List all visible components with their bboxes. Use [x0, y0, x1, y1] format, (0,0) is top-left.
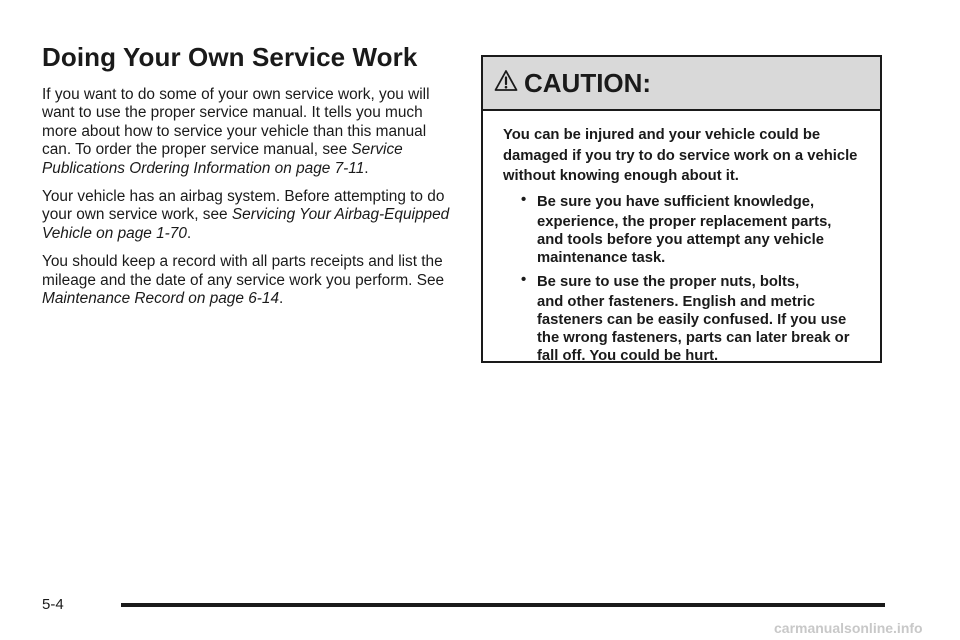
caution-header — [483, 57, 880, 111]
bullet-icon: • — [521, 271, 527, 288]
caution-body — [483, 111, 880, 365]
paragraph-text: If you want to do some of your own service work, you will want to use the proper service manual. It tells you much more about how to service your vehicle than this manual can. To order the proper service manual, see — [42, 86, 430, 159]
caution-intro: You can be injured and your vehicle could be damaged if you try to do service work on a vehicle without knowing enough about it. — [503, 127, 858, 184]
caution-bullet-item: • Be sure you have sufficient knowledge, experience, the proper replacement parts, and tools before you attempt any vehicle maintenance task. — [521, 191, 832, 266]
paragraph-text: You should keep a record with all parts receipts and list the mileage and the date of any service work you perform. See — [42, 253, 445, 289]
page-number: 5-4 — [42, 596, 64, 613]
bullet-icon: • — [521, 191, 527, 208]
watermark: carmanualsonline.info — [774, 620, 923, 636]
paragraph-text: Your vehicle has an airbag system. Before attempting to do your own service work, see — [42, 188, 445, 224]
paragraph-airbag: Your vehicle has an airbag system. Before attempting to do your own service work, see Servicing Your Airbag-Equipped Vehicle on page 1-70. — [42, 188, 450, 242]
cross-reference-link[interactable]: Servicing Your Airbag-Equipped Vehicle on page 1-70 — [42, 206, 450, 242]
caution-label: CAUTION: — [524, 67, 652, 98]
cross-reference-link[interactable]: Service Publications Ordering Information on page 7-11 — [42, 141, 403, 177]
section-heading: Doing Your Own Service Work — [42, 42, 418, 72]
caution-bullet-item: • Be sure to use the proper nuts, bolts, and other fasteners. English and metric fasteners can be easily confused. If you use the wrong fasteners, parts can later break or fall off. You could be hurt. — [521, 271, 850, 364]
footer-rule — [121, 603, 885, 607]
paragraph-maintenance-record: You should keep a record with all parts receipts and list the mileage and the date of any service work you perform. See Maintenance Record on page 6-14. — [42, 253, 445, 308]
body-text-column — [42, 86, 452, 318]
warning-triangle-icon — [494, 69, 518, 93]
caution-list — [503, 191, 860, 365]
paragraph-service-manual: If you want to do some of your own service work, you will want to use the proper service manual. It tells you much more about how to service your vehicle than this manual can. To order the proper service manual, see Service Publications Ordering Information on page 7-11. — [42, 86, 430, 177]
cross-reference-link[interactable]: Maintenance Record on page 6-14 — [42, 290, 280, 308]
caution-box — [481, 55, 882, 363]
